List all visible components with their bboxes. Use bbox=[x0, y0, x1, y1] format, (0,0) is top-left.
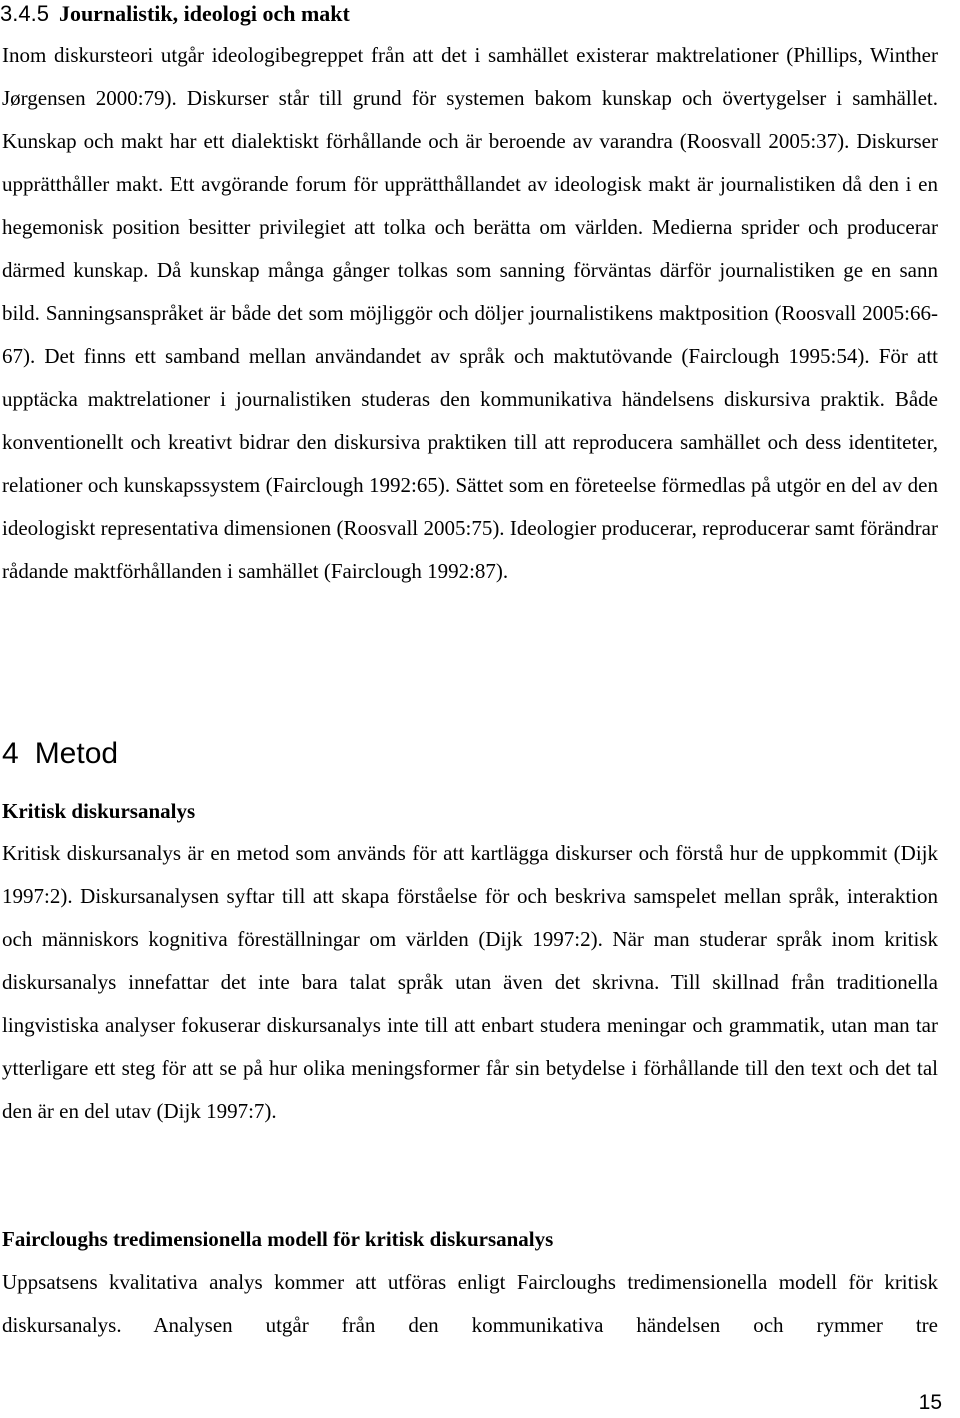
chapter-title: Metod bbox=[34, 737, 119, 770]
body-paragraph-method: Kritisk diskursanalys är en metod som används för att kartlägga diskurser och förstå hur de uppkommit (Dijk 1997:2). Diskursanalysen syftar till att skapa förståelse för och beskriva samspelet mellan språk, interaktion och människors kognitiva föreställningar om världen (Dijk 1997:2). När man studerar språk inom kritisk diskursanalys innefattar det inte bara talat språk utan även det skrivna. Till skillnad från traditionella lingvistiska analyser fokuserar diskursanalys inte till att enbart studera meningar och grammatik, utan man tar ytterligare ett steg för att se på hur olika meningsformer får sin betydelse i förhållande till den text och det tal den är en del utav (Dijk 1997:7). bbox=[2, 841, 938, 1123]
body-paragraph-fairclough: Uppsatsens kvalitativa analys kommer att utföras enligt Faircloughs tredimensionella modell för kritisk diskursanalys. Analysen utgår från den kommunikativa händelsen och rymmer tre bbox=[2, 1270, 938, 1337]
page-number: 15 bbox=[918, 1391, 942, 1414]
paragraph-text-part2: Sanningsanspråket är både det som möjliggör och döljer journalistikens maktposition (Roosvall 2005:66-67). Det finns ett samband mellan användandet av språk och maktutövande (Fairclough 1995:54). För att upptäcka maktrelationer i journalistiken studeras den kommunikativa händelsens diskursiva praktik. Både konventionellt och kreativt bidrar den diskursiva praktiken till att reproducera samhället och dess identiteter, relationer och kunskapssystem (Fairclough 1992:65). Sättet som en företeelse förmedlas på utgör en del av den ideologiskt representativa dimensionen (Roosvall 2005:75). Ideologier producerar, reproducerar samt förändrar rådande maktförhållanden i samhället (Fairclough 1992:87). bbox=[2, 301, 938, 583]
section-number: 3.4.5 bbox=[0, 1, 49, 26]
body-paragraph-ideology bbox=[2, 34, 938, 593]
section-title: Journalistik, ideologi och makt bbox=[58, 1, 350, 26]
section-heading bbox=[0, 0, 350, 28]
paragraph-text-part1: Inom diskursteori utgår ideologibegreppet från att det i samhället existerar maktrelationer (Phillips, Winther Jørgensen 2000:79). Diskurser står till grund för systemen bakom kunskap och övertygelser i samhället. Kunskap och makt har ett dialektiskt förhållande och är beroende av varandra (Roosvall 2005:37). Diskurser upprätthåller makt. Ett avgörande forum för upprätthållandet av ideologisk makt är journalistiken då den i en hegemonisk position besitter privilegiet att tolka och berätta om världen. Medierna sprider och producerar därmed kunskap. Då kunskap många gånger tolkas som sanning förväntas därför journalistiken ge en sann bild. bbox=[2, 43, 938, 325]
subheading-fairclough-model: Faircloughs tredimensionella modell för kritisk diskursanalys bbox=[2, 1227, 554, 1251]
chapter-heading bbox=[2, 734, 118, 774]
subheading-kritisk-diskursanalys: Kritisk diskursanalys bbox=[2, 799, 196, 823]
chapter-number: 4 bbox=[2, 737, 19, 770]
